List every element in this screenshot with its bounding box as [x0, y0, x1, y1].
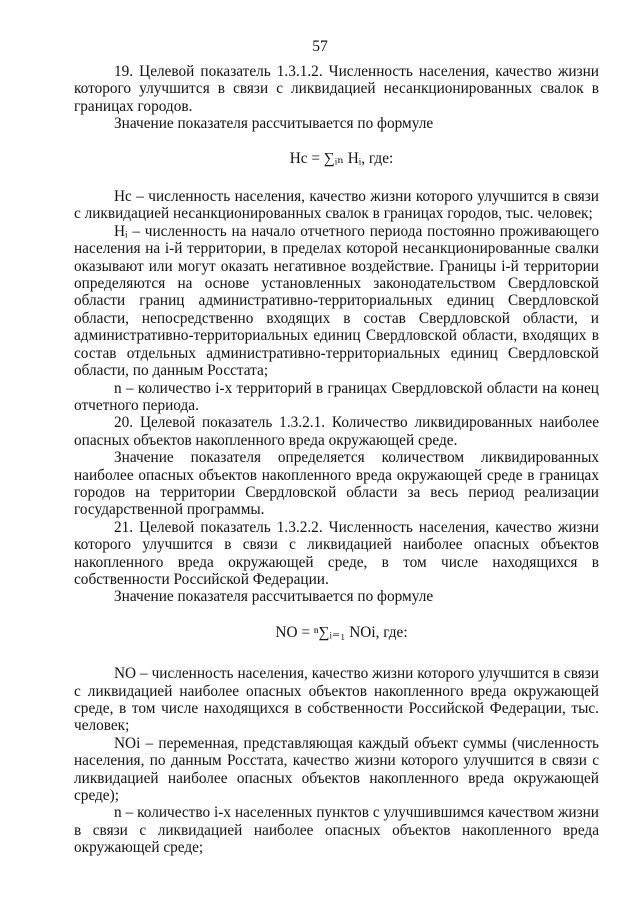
- definition-hi: Hᵢ – численность на начало отчетного периода постоянно проживающего населения на i-й территории, в пределах которой несанкционированные свалки оказывают или могут оказать негативное воздействие. Границы i-й территории определяются на основе установленных законодательством Свердловской области границ административно-территориальных единиц Свердловской области, непосредственно входящих в состав Свердловской области, и административно-территориальных единиц Свердловской области, входящих в состав отдельных административно-территориальных единиц Свердловской области, по данным Росстата;: [74, 222, 599, 380]
- formula-no: NO = ⁿ∑ᵢ₌₁ NOi, где:: [275, 623, 408, 641]
- paragraph-indicator-19: 19. Целевой показатель 1.3.1.2. Численность населения, качество жизни которого улучшится в связи с ликвидацией несанкционированных свалок в границах городов.: [74, 63, 599, 115]
- paragraph-indicator-20: 20. Целевой показатель 1.3.2.1. Количество ликвидированных наиболее опасных объектов накопленного вреда окружающей среде.: [74, 414, 599, 449]
- page-number: 57: [312, 38, 328, 55]
- definition-hc: Hс – численность населения, качество жизни которого улучшится в связи с ликвидацией несанкционированных свалок в границах городов, тыс. человек;: [74, 188, 599, 223]
- paragraph-indicator-21: 21. Целевой показатель 1.3.2.2. Численность населения, качество жизни которого улучшится в связи с ликвидацией наиболее опасных объектов накопленного вреда окружающей среде, в том числе находящихся в собственности Российской Федерации.: [74, 518, 599, 588]
- paragraph-formula-intro-21: Значение показателя рассчитывается по формуле: [114, 588, 434, 606]
- definition-noi: NOi – переменная, представляющая каждый объект суммы (численность населения, по данным Росстата, качество жизни которого улучшится в связи с ликвидацией наиболее опасных объектов накопленного вреда окружающей среде);: [74, 734, 599, 805]
- paragraph-formula-intro-19: Значение показателя рассчитывается по формуле: [114, 115, 434, 133]
- definition-no: NO – численность населения, качество жизни которого улучшится в связи с ликвидацией наиболее опасных объектов накопленного вреда окружающей среде, в том числе находящихся в собственности Российской Федерации, тыс. человек;: [74, 665, 599, 735]
- definition-n-territories: n – количество i-х территорий в границах Свердловской области на конец отчетного периода.: [74, 379, 599, 414]
- document-body: [74, 63, 599, 857]
- definition-n-settlements: n – количество i-х населенных пунктов с улучшившимся качеством жизни в связи с ликвидацией наиболее опасных объектов накопленного вреда окружающей среде;: [74, 804, 599, 857]
- paragraph-value-20: Значение показателя определяется количеством ликвидированных наиболее опасных объектов накопленного вреда окружающей среде в границах городов на территории Свердловской области за весь период реализации государственной программы.: [74, 449, 599, 519]
- formula-hc: Hс = ∑ᵢₙ Hᵢ, где:: [289, 149, 394, 167]
